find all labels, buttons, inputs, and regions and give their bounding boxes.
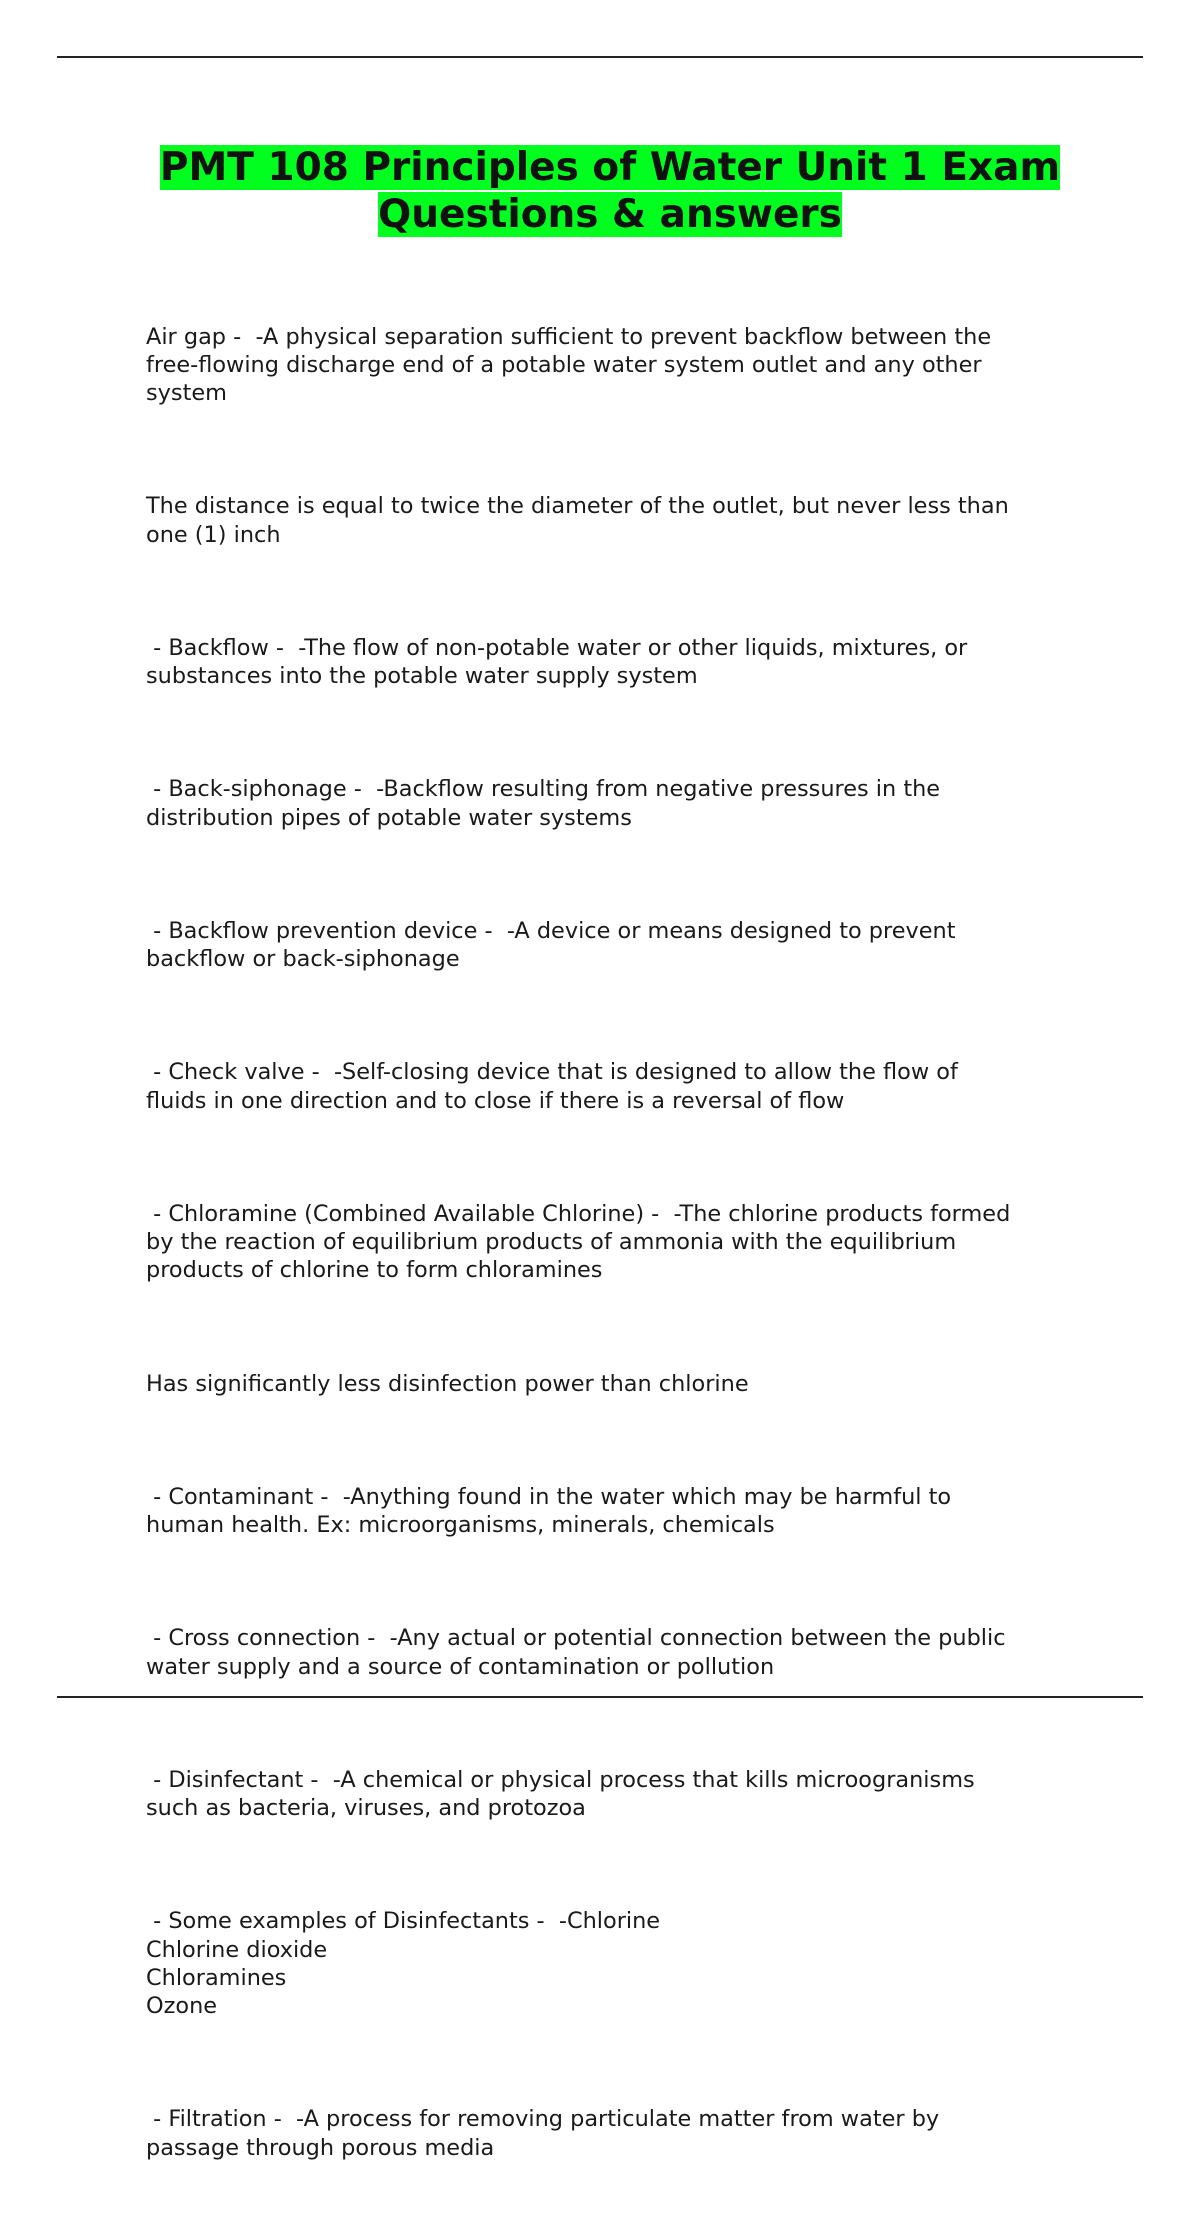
entry-disinfectant-examples: - Some examples of Disinfectants - -Chlorine Chlorine dioxide Chloramines Ozone xyxy=(146,1908,661,2020)
top-rule xyxy=(57,56,1143,58)
entry-backflow-prevention-device: - Backflow prevention device - -A device or means designed to prevent backflow or back-siphonage xyxy=(146,917,956,973)
entry-chloramine: - Chloramine (Combined Available Chlorine) - -The chlorine products formed by the reaction of equilibrium products of ammonia with the equilibrium products of chlorine to form chloramines xyxy=(146,1200,1011,1284)
entry-chloramine-note: Has significantly less disinfection power than chlorine xyxy=(146,1370,749,1397)
title-block xyxy=(110,144,1110,238)
bottom-rule xyxy=(57,1696,1143,1698)
entry-backflow: - Backflow - -The flow of non-potable water or other liquids, mixtures, or substances into the potable water supply system xyxy=(146,634,968,690)
document-body xyxy=(146,266,1086,2218)
entry-air-gap-distance: The distance is equal to twice the diameter of the outlet, but never less than one (1) inch xyxy=(146,493,1009,548)
entry-check-valve: - Check valve - -Self-closing device that is designed to allow the flow of fluids in one direction and to close if there is a reversal of flow xyxy=(146,1059,958,1114)
entry-contaminant: - Contaminant - -Anything found in the water which may be harmful to human health. Ex: microorganisms, minerals, chemicals xyxy=(146,1483,952,1539)
entry-back-siphonage: - Back-siphonage - -Backflow resulting from negative pressures in the distribution pipes of potable water systems xyxy=(146,776,941,831)
entry-air-gap: Air gap - -A physical separation sufficient to prevent backflow between the free-flowing discharge end of a potable water system outlet and any other system xyxy=(146,323,992,407)
entry-cross-connection: - Cross connection - -Any actual or potential connection between the public water supply and a source of contamination or pollution xyxy=(146,1625,1006,1680)
entry-disinfectant: - Disinfectant - -A chemical or physical process that kills microogranisms such as bacteria, viruses, and protozoa xyxy=(146,1766,975,1822)
document-title: PMT 108 Principles of Water Unit 1 Exam Questions & answers xyxy=(159,145,1061,237)
entry-filtration: - Filtration - -A process for removing particulate matter from water by passage through porous media xyxy=(146,2106,940,2161)
